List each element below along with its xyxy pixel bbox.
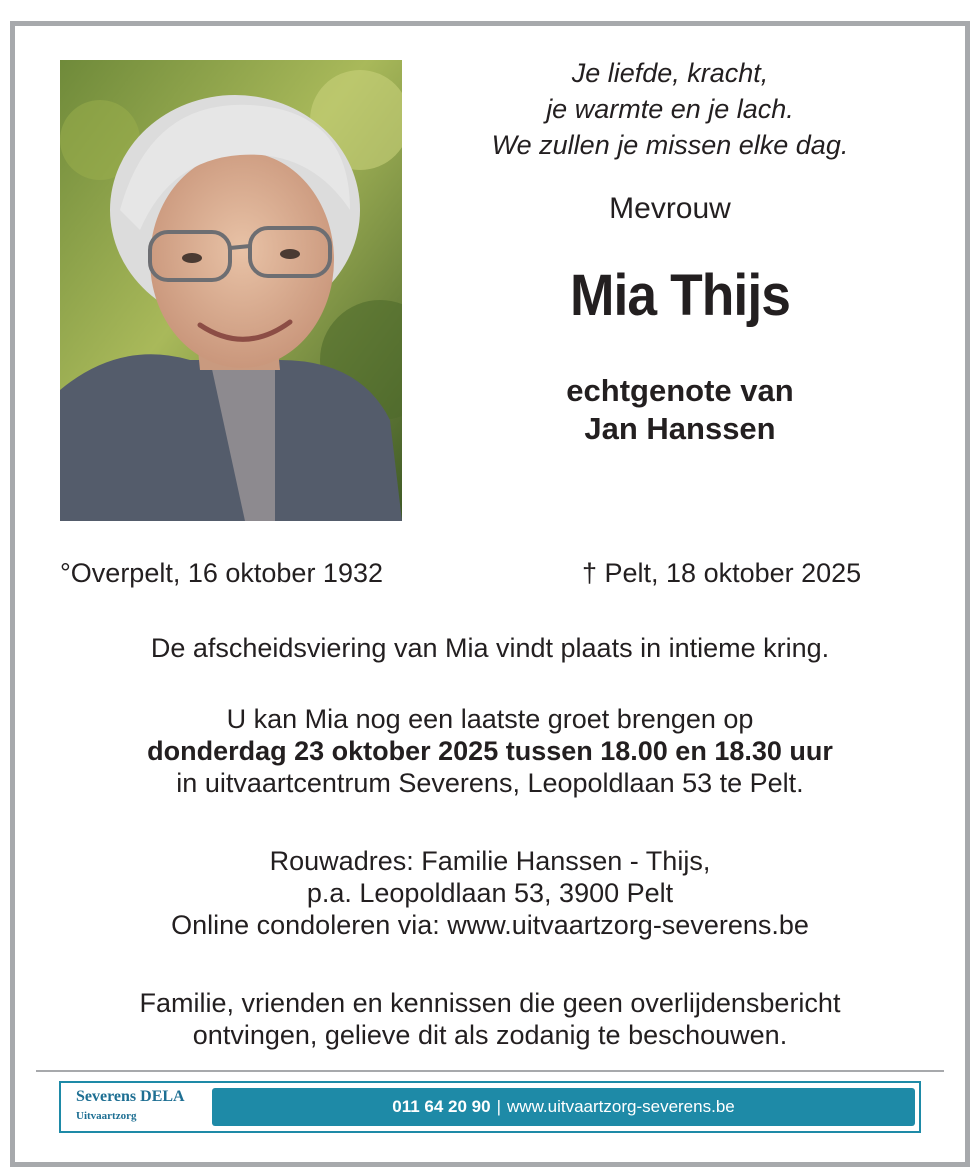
online-condolence: Online condoleren via: www.uitvaartzorg-severens.be [171,910,809,940]
death-info: † Pelt, 18 oktober 2025 [582,558,862,588]
separator: | [496,1097,502,1116]
notice-line: Familie, vrienden en kennissen die geen overlijdensbericht [139,988,841,1018]
ceremony-text [40,632,940,664]
funeral-home-subtitle: Uitvaartzorg [76,1110,137,1122]
footer-divider [36,1070,944,1072]
birth-info: °Overpelt, 16 oktober 1932 [60,558,383,588]
farewell-location: in uitvaartcentrum Severens, Leopoldlaan 53 te Pelt. [176,768,804,798]
notice-line: ontvingen, gelieve dit als zodanig te beschouwen. [192,1020,788,1050]
funeral-home-logo: Severens DELA [76,1088,185,1105]
deceased-name: Mia Thijs [569,263,791,328]
notice-block [40,987,940,1051]
contact-bar [212,1088,915,1126]
farewell-line: U kan Mia nog een laatste groet brengen op [226,704,754,734]
portrait-photo [60,60,402,521]
memorial-verse [440,55,900,163]
honorific: Mevrouw [609,192,731,225]
funeral-home-footer [59,1081,921,1133]
verse-line: We zullen je missen elke dag. [491,130,849,160]
ceremony-line: De afscheidsviering van Mia vindt plaats in intieme kring. [150,633,830,663]
mourning-address: Rouwadres: Familie Hanssen - Thijs, [269,846,711,876]
contact-block [40,845,940,941]
farewell-block [40,703,940,799]
farewell-datetime: donderdag 23 oktober 2025 tussen 18.00 en 18.30 uur [147,736,833,766]
phone-number: 011 64 20 90 [392,1097,491,1116]
spouse-name: Jan Hanssen [584,411,776,446]
verse-line: Je liefde, kracht, [571,58,769,88]
verse-line: je warmte en je lach. [546,94,794,124]
postal-address: p.a. Leopoldlaan 53, 3900 Pelt [306,878,674,908]
spouse-relation [440,372,920,448]
relation-line: echtgenote van [566,373,794,408]
website-link[interactable]: www.uitvaartzorg-severens.be [507,1097,735,1116]
